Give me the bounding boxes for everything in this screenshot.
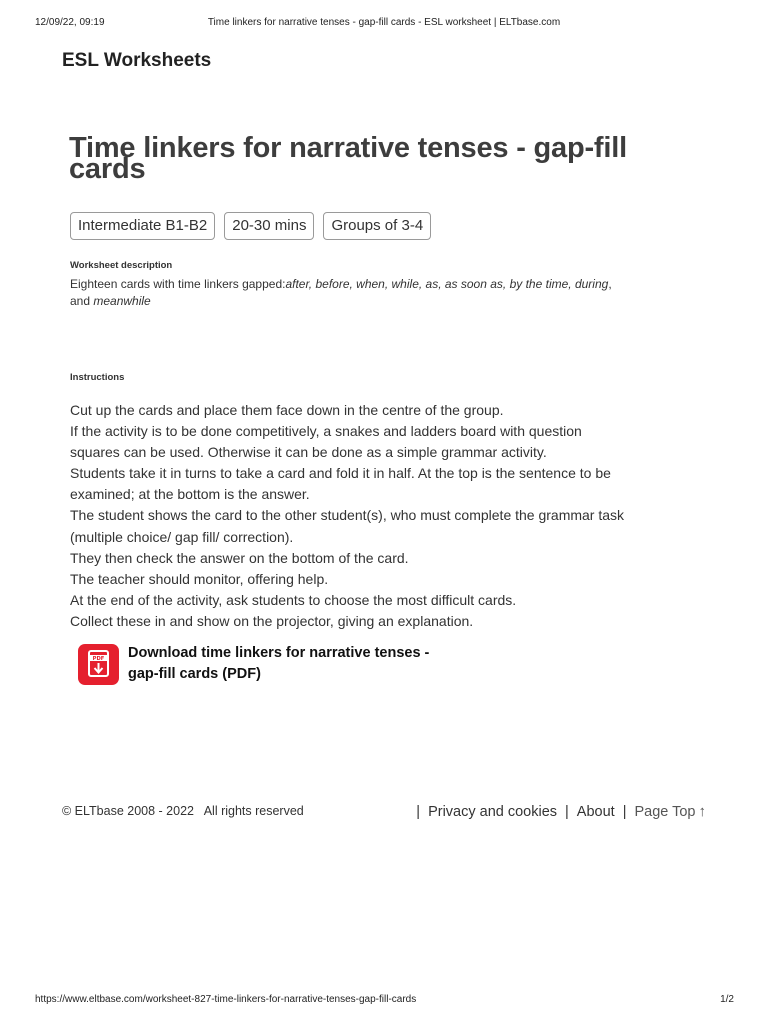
tag-level: Intermediate B1-B2 xyxy=(70,212,215,240)
footer-separator: | xyxy=(416,803,421,820)
print-footer xyxy=(0,994,768,1008)
about-link[interactable]: About xyxy=(576,803,615,820)
description-last: meanwhile xyxy=(93,294,151,308)
footer-links xyxy=(408,803,706,820)
description-and: and xyxy=(70,294,94,308)
print-doc-title: Time linkers for narrative tenses - gap-fill cards - ESL worksheet | ELTbase.com xyxy=(207,17,561,28)
footer-separator: | xyxy=(565,803,569,820)
tag-group-size: Groups of 3-4 xyxy=(323,212,431,240)
instruction-line: Cut up the cards and place them face down in the centre of the group. xyxy=(70,402,504,418)
page-top-label: Page Top xyxy=(634,804,696,820)
description-linkers: after, before, when, while, as, as soon as, by the time, during xyxy=(285,277,609,291)
instructions xyxy=(70,400,630,632)
instruction-line: At the end of the activity, ask students to choose the most difficult cards. xyxy=(70,591,517,608)
tag-duration: 20-30 mins xyxy=(224,212,314,240)
description-comma: , xyxy=(608,277,612,291)
print-url: https://www.eltbase.com/worksheet-827-time-linkers-for-narrative-tenses-gap-fill-cards xyxy=(35,994,417,1005)
instructions-label: Instructions xyxy=(70,372,125,383)
download-label[interactable]: Download time linkers for narrative tenses - gap-fill cards (PDF) xyxy=(128,645,430,682)
footer-separator: | xyxy=(622,803,627,820)
print-header xyxy=(0,17,768,31)
arrow-up-icon: ↑ xyxy=(698,803,706,820)
worksheet-tags xyxy=(70,212,431,240)
print-date: 12/09/22, 09:19 xyxy=(35,17,105,28)
description-prefix: Eighteen cards with time linkers gapped: xyxy=(70,277,286,291)
copyright: © ELTbase 2008 - 2022 All rights reserved xyxy=(62,804,304,818)
privacy-link[interactable]: Privacy and cookies xyxy=(428,803,558,820)
site-title[interactable]: ESL Worksheets xyxy=(62,50,212,71)
page-title: Time linkers for narrative tenses - gap-fill cards xyxy=(69,132,627,185)
download-pdf-link[interactable] xyxy=(78,643,458,685)
page-top-link[interactable] xyxy=(634,803,706,820)
instruction-line: If the activity is to be done competitively, a snakes and ladders board with question squares can be used. Otherwise it can be done as a simple grammar activity. xyxy=(70,423,582,461)
instruction-line: Students take it in turns to take a card and fold it in half. At the top is the sentence to be examined; at the bottom is the answer. xyxy=(70,465,611,503)
instruction-line: They then check the answer on the bottom of the card. xyxy=(70,549,409,566)
pdf-icon-label: PDF xyxy=(92,656,105,662)
instruction-line: Collect these in and show on the projector, giving an explanation. xyxy=(70,612,474,629)
worksheet-description xyxy=(70,276,615,310)
pdf-icon xyxy=(78,644,119,685)
instruction-line: The student shows the card to the other student(s), who must complete the grammar task (multiple choice/ gap fill/ correction). xyxy=(70,507,625,545)
instruction-line: The teacher should monitor, offering help. xyxy=(70,570,329,587)
description-label: Worksheet description xyxy=(70,260,173,271)
print-page-number: 1/2 xyxy=(720,994,734,1005)
